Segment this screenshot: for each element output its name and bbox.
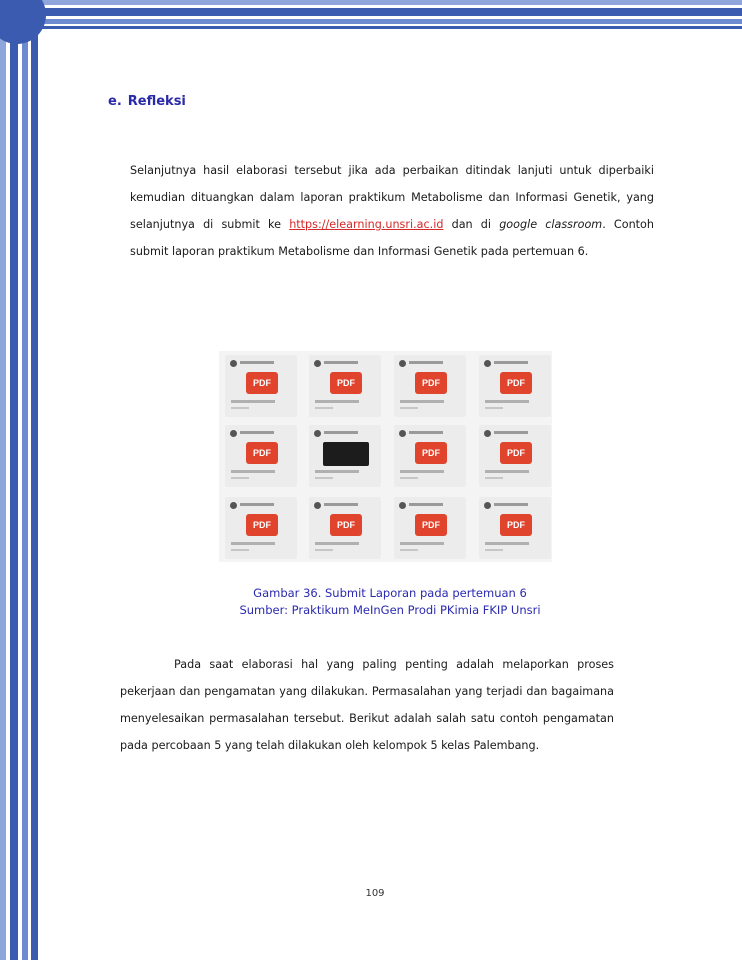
user-avatar-icon xyxy=(399,430,406,437)
left-border-stripes xyxy=(0,0,40,960)
thumbnail-meta-line xyxy=(485,407,503,409)
pdf-file-icon: PDF xyxy=(500,372,532,394)
paragraph-text: Pada saat elaborasi hal yang paling penting adalah melaporkan proses pekerjaan dan pengamatan yang dilakukan. Permasalahan yang terjadi dan bagaimana menyelesaikan permasalahan tersebut. Berikut adalah salah satu contoh pengamatan pada percobaan 5 yang telah dilakukan oleh kelompok 5 kelas Palembang. xyxy=(120,658,614,752)
thumbnail-meta-line xyxy=(485,477,503,479)
submission-thumbnail[interactable] xyxy=(479,425,551,487)
thumbnail-title-line xyxy=(324,503,358,506)
paragraph-text: . Contoh submit laporan praktikum Metabolisme dan Informasi Genetik pada pertemuan 6. xyxy=(130,218,654,258)
thumbnail-title-line xyxy=(494,361,528,364)
thumbnail-title-line xyxy=(240,431,274,434)
paragraph-elaboration xyxy=(120,651,614,759)
user-avatar-icon xyxy=(399,502,406,509)
user-avatar-icon xyxy=(230,360,237,367)
thumbnail-title-line xyxy=(324,431,358,434)
thumbnail-meta-line xyxy=(400,407,418,409)
pdf-file-icon: PDF xyxy=(246,442,278,464)
pdf-file-icon: PDF xyxy=(330,372,362,394)
pdf-file-icon: PDF xyxy=(500,514,532,536)
user-avatar-icon xyxy=(314,360,321,367)
submission-thumbnail[interactable] xyxy=(225,497,297,559)
user-avatar-icon xyxy=(484,430,491,437)
user-avatar-icon xyxy=(484,502,491,509)
thumbnail-filename-line xyxy=(315,542,359,545)
thumbnail-filename-line xyxy=(315,470,359,473)
pdf-file-icon: PDF xyxy=(246,514,278,536)
thumbnail-filename-line xyxy=(400,400,444,403)
figure-source: Sumber: Praktikum MeInGen Prodi PKimia FKIP Unsri xyxy=(239,603,541,617)
pdf-file-icon: PDF xyxy=(246,372,278,394)
thumbnail-filename-line xyxy=(231,542,275,545)
user-avatar-icon xyxy=(314,430,321,437)
thumbnail-title-line xyxy=(409,431,443,434)
section-heading xyxy=(108,94,186,109)
user-avatar-icon xyxy=(399,360,406,367)
thumbnail-meta-line xyxy=(400,549,418,551)
thumbnail-title-line xyxy=(409,361,443,364)
thumbnail-title-line xyxy=(324,361,358,364)
paragraph-text: Selanjutnya hasil elaborasi tersebut jika ada perbaikan ditindak lanjuti untuk diperbaiki kemudian dituangkan dalam laporan praktikum Metabolisme dan Informasi Genetik, yang selanjutnya di submit ke xyxy=(130,164,654,231)
figure-caption: Gambar 36. Submit Laporan pada pertemuan 6 xyxy=(253,586,527,600)
thumbnail-title-line xyxy=(240,503,274,506)
submission-thumbnail[interactable] xyxy=(309,355,381,417)
section-letter: e. xyxy=(108,94,122,109)
thumbnail-filename-line xyxy=(485,400,529,403)
thumbnail-title-line xyxy=(494,503,528,506)
thumbnail-title-line xyxy=(240,361,274,364)
thumbnail-title-line xyxy=(494,431,528,434)
paragraph-text: dan di xyxy=(443,218,500,231)
user-avatar-icon xyxy=(230,502,237,509)
thumbnail-title-line xyxy=(409,503,443,506)
pdf-file-icon: PDF xyxy=(415,442,447,464)
pdf-file-icon: PDF xyxy=(415,514,447,536)
thumbnail-meta-line xyxy=(231,407,249,409)
thumbnail-meta-line xyxy=(231,477,249,479)
page-number: 109 xyxy=(365,888,385,899)
thumbnail-meta-line xyxy=(315,477,333,479)
thumbnail-meta-line xyxy=(231,549,249,551)
paragraph-submission xyxy=(130,157,654,265)
submission-thumbnail[interactable] xyxy=(394,497,466,559)
thumbnail-filename-line xyxy=(231,400,275,403)
submission-thumbnail[interactable] xyxy=(225,425,297,487)
top-border-stripes xyxy=(0,0,742,30)
thumbnail-filename-line xyxy=(485,542,529,545)
thumbnail-meta-line xyxy=(400,477,418,479)
submission-thumbnail[interactable] xyxy=(479,497,551,559)
thumbnail-filename-line xyxy=(400,470,444,473)
user-avatar-icon xyxy=(484,360,491,367)
submission-thumbnail[interactable] xyxy=(225,355,297,417)
submission-thumbnail[interactable] xyxy=(479,355,551,417)
submission-thumbnail[interactable] xyxy=(394,355,466,417)
pdf-file-icon: PDF xyxy=(500,442,532,464)
submission-thumbnail[interactable] xyxy=(309,497,381,559)
thumbnail-filename-line xyxy=(400,542,444,545)
pdf-file-icon: PDF xyxy=(330,514,362,536)
image-preview-icon xyxy=(323,442,369,466)
google-classroom-text: google classroom xyxy=(499,218,603,231)
pdf-file-icon: PDF xyxy=(415,372,447,394)
elearning-link[interactable]: https://elearning.unsri.ac.id xyxy=(289,218,444,231)
submission-screenshot-figure xyxy=(219,351,552,562)
thumbnail-filename-line xyxy=(231,470,275,473)
thumbnail-filename-line xyxy=(315,400,359,403)
submission-thumbnail[interactable] xyxy=(394,425,466,487)
thumbnail-filename-line xyxy=(485,470,529,473)
section-title: Refleksi xyxy=(127,94,186,109)
user-avatar-icon xyxy=(314,502,321,509)
thumbnail-meta-line xyxy=(315,549,333,551)
submission-thumbnail[interactable] xyxy=(309,425,381,487)
thumbnail-meta-line xyxy=(315,407,333,409)
thumbnail-meta-line xyxy=(485,549,503,551)
user-avatar-icon xyxy=(230,430,237,437)
